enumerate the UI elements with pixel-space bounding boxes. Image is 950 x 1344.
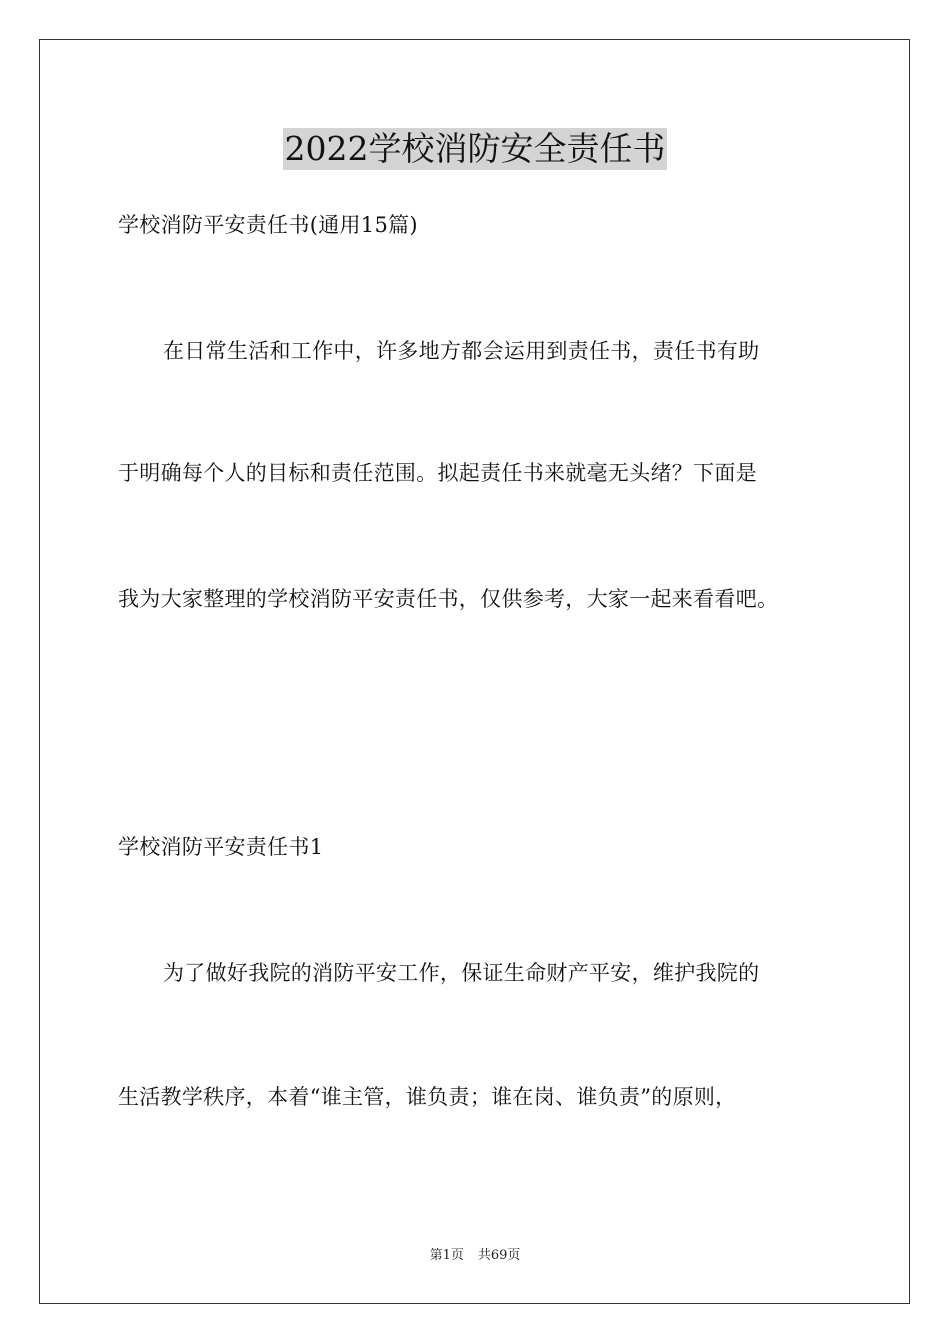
- section-line-2: 生活教学秩序，本着“谁主管，谁负责；谁在岗、谁负责”的原则，: [118, 1085, 737, 1109]
- document-title: 2022学校消防安全责任书: [284, 129, 666, 168]
- intro-line-2: 于明确每个人的目标和责任范围。拟起责任书来就毫无头绪？下面是: [118, 461, 757, 485]
- section-heading: 学校消防平安责任书1: [118, 835, 324, 859]
- page-number: 第1页: [429, 1248, 464, 1263]
- intro-line-3: 我为大家整理的学校消防平安责任书，仅供参考，大家一起来看看吧。: [118, 587, 779, 611]
- title-container: [0, 128, 950, 170]
- document-subtitle: 学校消防平安责任书(通用15篇): [118, 213, 418, 237]
- page-total: 共69页: [477, 1248, 521, 1263]
- section-line-1: 为了做好我院的消防平安工作，保证生命财产平安，维护我院的: [163, 961, 760, 985]
- page-footer: [0, 1248, 950, 1264]
- intro-line-1: 在日常生活和工作中，许多地方都会运用到责任书，责任书有助: [163, 339, 760, 363]
